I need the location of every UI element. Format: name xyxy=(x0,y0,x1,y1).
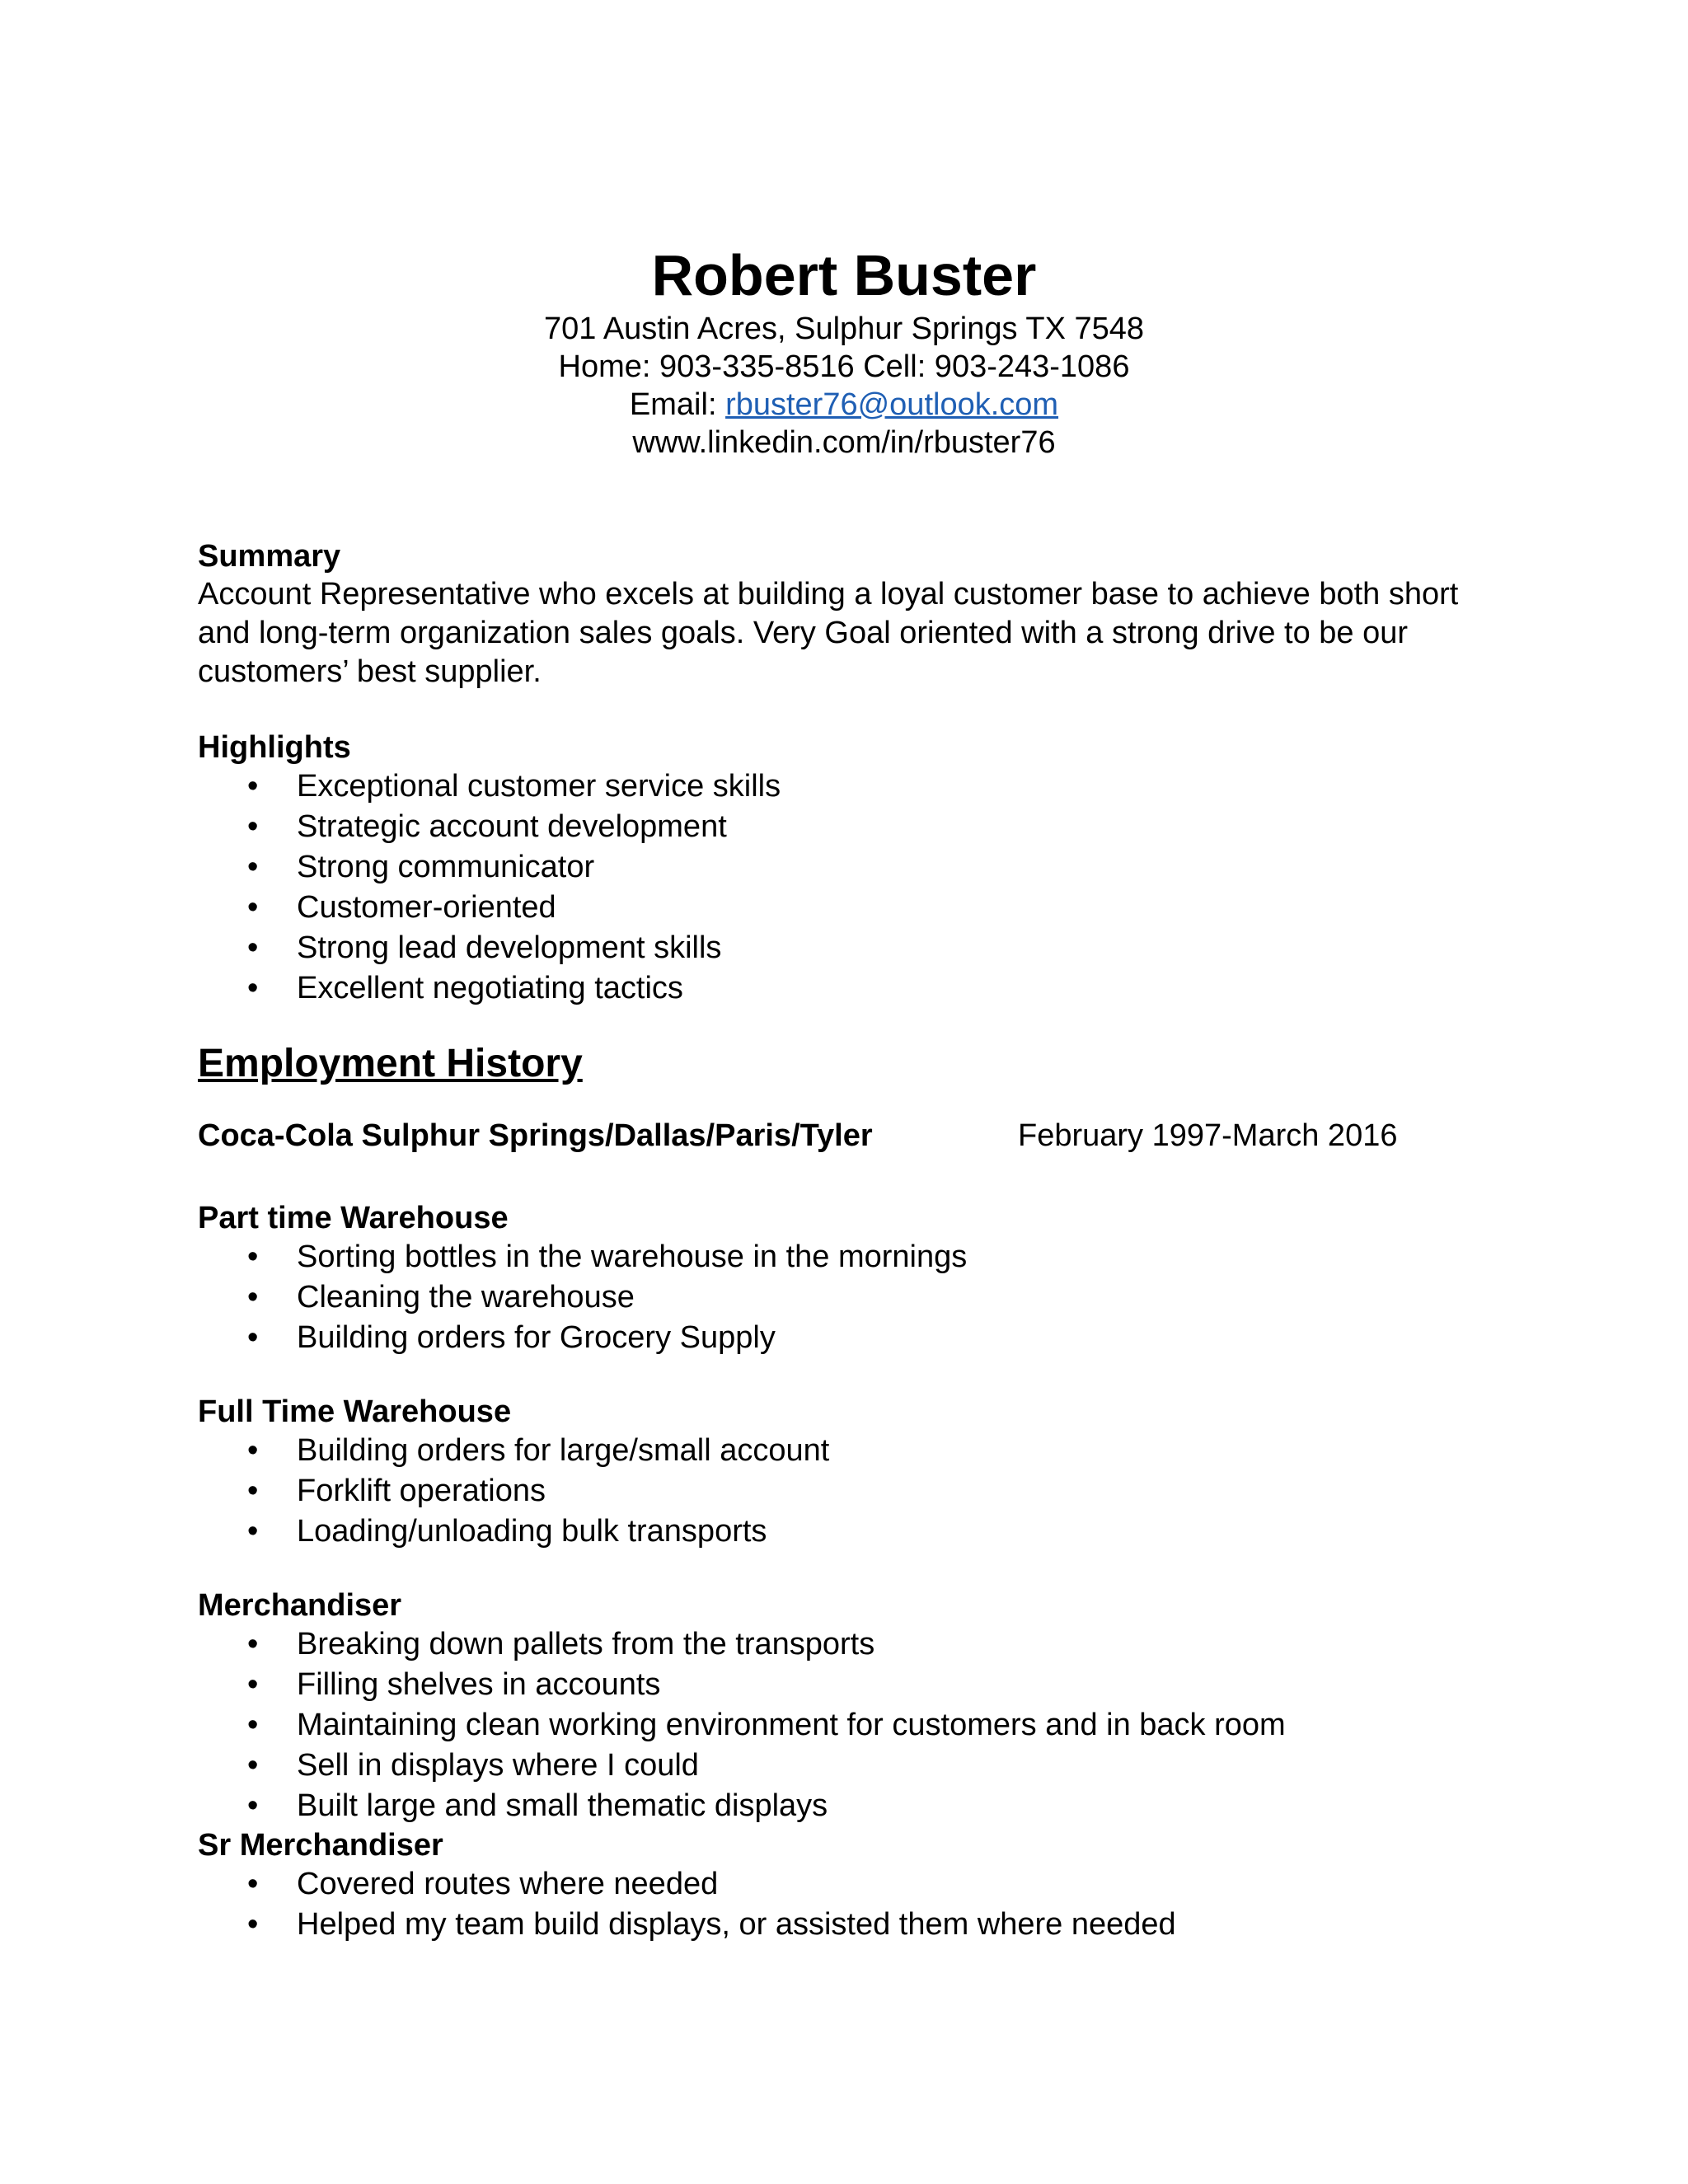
role-section xyxy=(198,1199,1500,1358)
company-row xyxy=(198,1117,1500,1155)
bullet-icon: • xyxy=(247,1433,259,1468)
bullet-icon: • xyxy=(247,971,259,1005)
bullet-icon: • xyxy=(247,809,259,844)
role-section xyxy=(198,1586,1500,1826)
bullet-icon: • xyxy=(247,1907,259,1942)
list-item: • Exceptional customer service skills xyxy=(198,766,1500,807)
role-title: Merchandiser xyxy=(198,1588,402,1623)
email-link[interactable]: rbuster76@outlook.com xyxy=(725,387,1059,422)
list-item: • Cleaning the warehouse xyxy=(198,1277,1500,1318)
bullet-icon: • xyxy=(247,1708,259,1742)
resume-header xyxy=(0,241,1688,462)
phone-numbers: Home: 903-335-8516 Cell: 903-243-1086 xyxy=(558,349,1130,384)
linkedin-url: www.linkedin.com/in/rbuster76 xyxy=(632,425,1056,460)
list-item: • Helped my team build displays, or assisted them where needed xyxy=(198,1905,1500,1945)
list-item: • Customer-oriented xyxy=(198,888,1500,928)
summary-text: Account Representative who excels at building a loyal customer base to achieve both short and long-term organization sales goals. Very Goal oriented with a strong drive to be our customers’ best supplier. xyxy=(198,577,1459,689)
employment-section xyxy=(198,1040,1500,1945)
role-section xyxy=(198,1393,1500,1552)
role-title: Full Time Warehouse xyxy=(198,1394,512,1429)
bullet-icon: • xyxy=(247,1667,259,1702)
summary-title: Summary xyxy=(198,539,341,574)
bullet-icon: • xyxy=(247,1514,259,1549)
list-item: • Built large and small thematic displays xyxy=(198,1786,1500,1826)
employment-title: Employment History xyxy=(198,1042,583,1085)
bullet-icon: • xyxy=(247,1280,259,1315)
highlights-title: Highlights xyxy=(198,730,351,765)
list-item: • Maintaining clean working environment for customers and in back room xyxy=(198,1705,1500,1746)
bullet-icon: • xyxy=(247,850,259,884)
list-item: • Sell in displays where I could xyxy=(198,1746,1500,1786)
role-duties-list xyxy=(198,1237,1500,1358)
bullet-icon: • xyxy=(247,1474,259,1508)
list-item: • Strategic account development xyxy=(198,807,1500,847)
list-item: • Covered routes where needed xyxy=(198,1864,1500,1905)
list-item: • Loading/unloading bulk transports xyxy=(198,1511,1500,1552)
list-item: • Filling shelves in accounts xyxy=(198,1665,1500,1705)
email-label: Email: xyxy=(629,387,726,422)
list-item: • Breaking down pallets from the transports xyxy=(198,1624,1500,1665)
bullet-icon: • xyxy=(247,1748,259,1783)
employment-dates: February 1997-March 2016 xyxy=(1018,1118,1398,1153)
list-item: • Strong lead development skills xyxy=(198,928,1500,968)
bullet-icon: • xyxy=(247,1788,259,1823)
role-duties-list xyxy=(198,1864,1500,1945)
role-title: Part time Warehouse xyxy=(198,1201,509,1235)
list-item: • Building orders for Grocery Supply xyxy=(198,1318,1500,1358)
role-title: Sr Merchandiser xyxy=(198,1828,443,1863)
bullet-icon: • xyxy=(247,1320,259,1355)
role-section xyxy=(198,1826,1500,1945)
candidate-name: Robert Buster xyxy=(651,243,1037,307)
bullet-icon: • xyxy=(247,1867,259,1901)
email-line xyxy=(0,386,1688,424)
bullet-icon: • xyxy=(247,930,259,965)
resume-body xyxy=(198,537,1500,1945)
address: 701 Austin Acres, Sulphur Springs TX 7548 xyxy=(543,312,1145,346)
company-name: Coca-Cola Sulphur Springs/Dallas/Paris/Tyler xyxy=(198,1118,873,1153)
list-item: • Building orders for large/small account xyxy=(198,1431,1500,1471)
list-item: • Sorting bottles in the warehouse in the mornings xyxy=(198,1237,1500,1277)
list-item: • Strong communicator xyxy=(198,847,1500,888)
role-duties-list xyxy=(198,1431,1500,1552)
list-item: • Forklift operations xyxy=(198,1471,1500,1511)
summary-section xyxy=(198,537,1500,691)
highlights-section xyxy=(198,729,1500,1009)
bullet-icon: • xyxy=(247,769,259,804)
bullet-icon: • xyxy=(247,890,259,925)
bullet-icon: • xyxy=(247,1240,259,1274)
role-duties-list xyxy=(198,1624,1500,1826)
highlights-list xyxy=(198,766,1500,1009)
list-item: • Excellent negotiating tactics xyxy=(198,968,1500,1009)
bullet-icon: • xyxy=(247,1627,259,1661)
